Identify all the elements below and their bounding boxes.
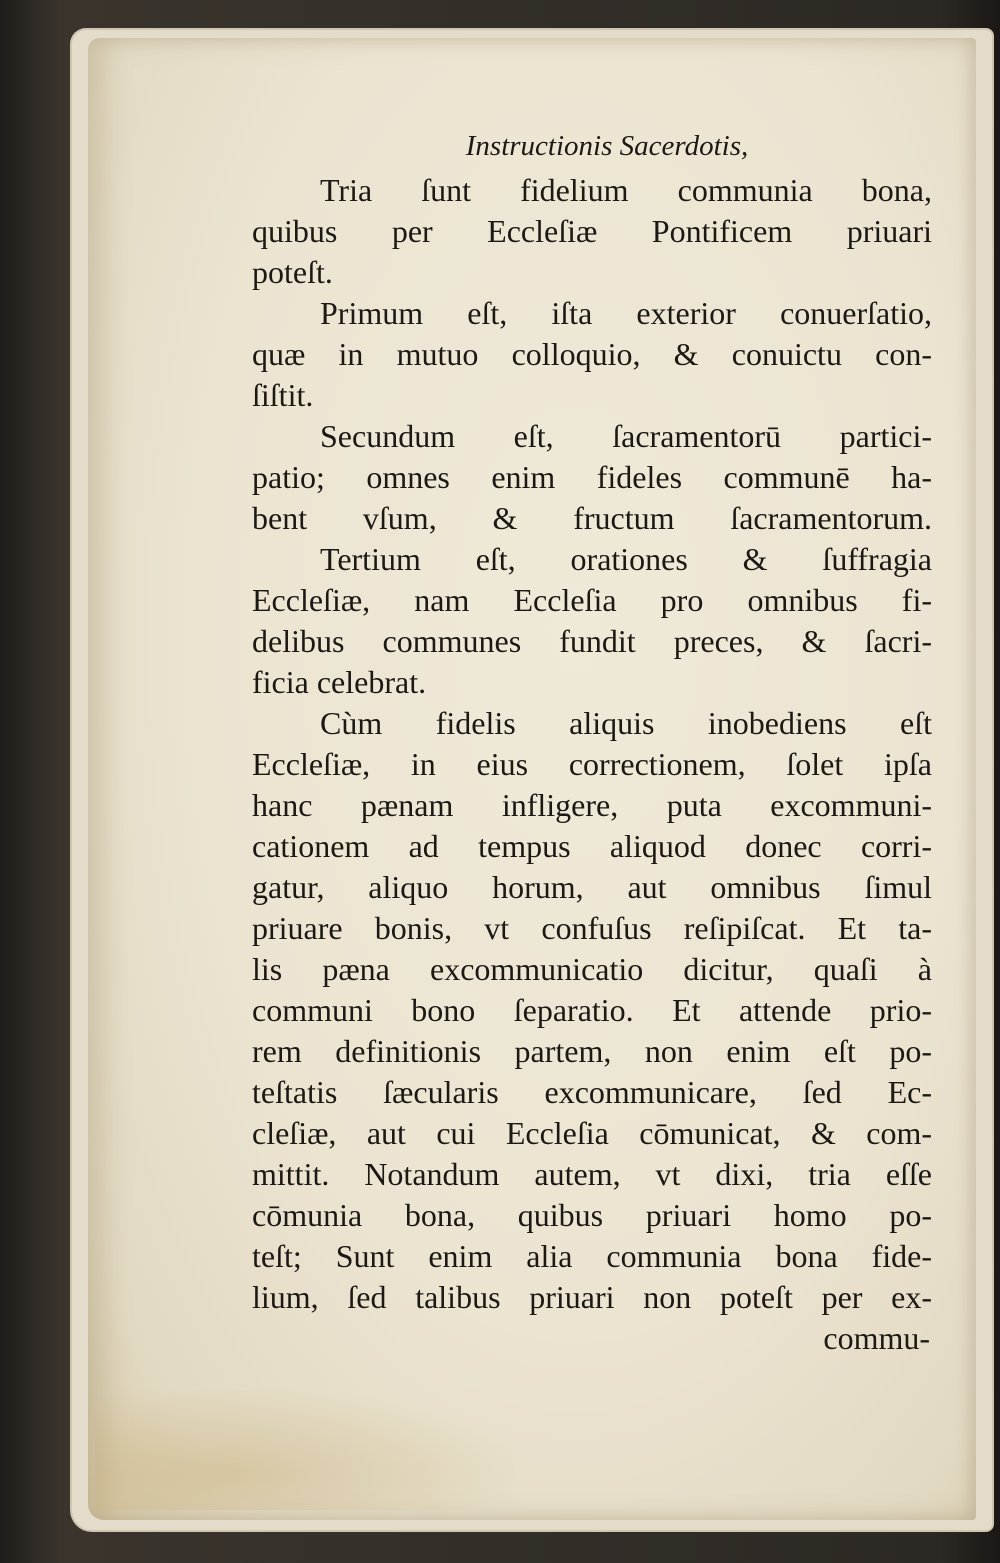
- text-line: communi bono ſeparatio. Et attende prio-: [252, 992, 932, 1028]
- text-line: bent vſum, & fructum ſacramentorum.: [252, 500, 932, 536]
- text-line: cationem ad tempus aliquod donec corri-: [252, 828, 932, 864]
- text-line: hanc pænam infligere, puta excommuni-: [252, 787, 932, 823]
- page-text: [252, 126, 932, 1359]
- text-line: lium, ſed talibus priuari non poteſt per ex-: [252, 1279, 932, 1315]
- text-line: Tertium eſt, orationes & ſuffragia: [320, 541, 932, 577]
- text-line: quæ in mutuo colloquio, & conuictu con-: [252, 336, 932, 372]
- text-line: lis pæna excommunicatio dicitur, quaſi à: [252, 951, 932, 987]
- running-head: Instructionis Sacerdotis,: [465, 130, 749, 162]
- text-line: priuare bonis, vt confuſus reſipiſcat. Et ta-: [252, 910, 932, 946]
- catchword: commu-: [823, 1320, 930, 1356]
- text-line: cleſiæ, aut cui Eccleſia cōmunicat, & com-: [252, 1115, 932, 1151]
- text-line: rem definitionis partem, non enim eſt po-: [252, 1033, 932, 1069]
- text-line: Tria ſunt fidelium communia bona,: [320, 172, 932, 208]
- text-line: delibus communes fundit preces, & ſacri-: [252, 623, 932, 659]
- text-line: teſt; Sunt enim alia communia bona fide-: [252, 1238, 932, 1274]
- text-line: ſiſtit.: [252, 377, 314, 413]
- text-line: patio; omnes enim fideles communē ha-: [252, 459, 932, 495]
- text-line: poteſt.: [252, 254, 333, 290]
- text-line: Primum eſt, iſta exterior conuerſatio,: [320, 295, 932, 331]
- text-line: gatur, aliquo horum, aut omnibus ſimul: [252, 869, 932, 905]
- body-lines: [252, 170, 932, 1318]
- text-line: cōmunia bona, quibus priuari homo po-: [252, 1197, 932, 1233]
- text-line: Eccleſiæ, in eius correctionem, ſolet ipſa: [252, 746, 932, 782]
- text-line: Eccleſiæ, nam Eccleſia pro omnibus fi-: [252, 582, 932, 618]
- text-line: ficia celebrat.: [252, 664, 427, 700]
- text-line: teſtatis ſæcularis excommunicare, ſed Ec-: [252, 1074, 932, 1110]
- text-line: Cùm fidelis aliquis inobediens eſt: [320, 705, 932, 741]
- text-line: quibus per Eccleſiæ Pontificem priuari: [252, 213, 932, 249]
- text-line: Secundum eſt, ſacramentorū partici-: [320, 418, 932, 454]
- text-line: mittit. Notandum autem, vt dixi, tria eſſe: [252, 1156, 932, 1192]
